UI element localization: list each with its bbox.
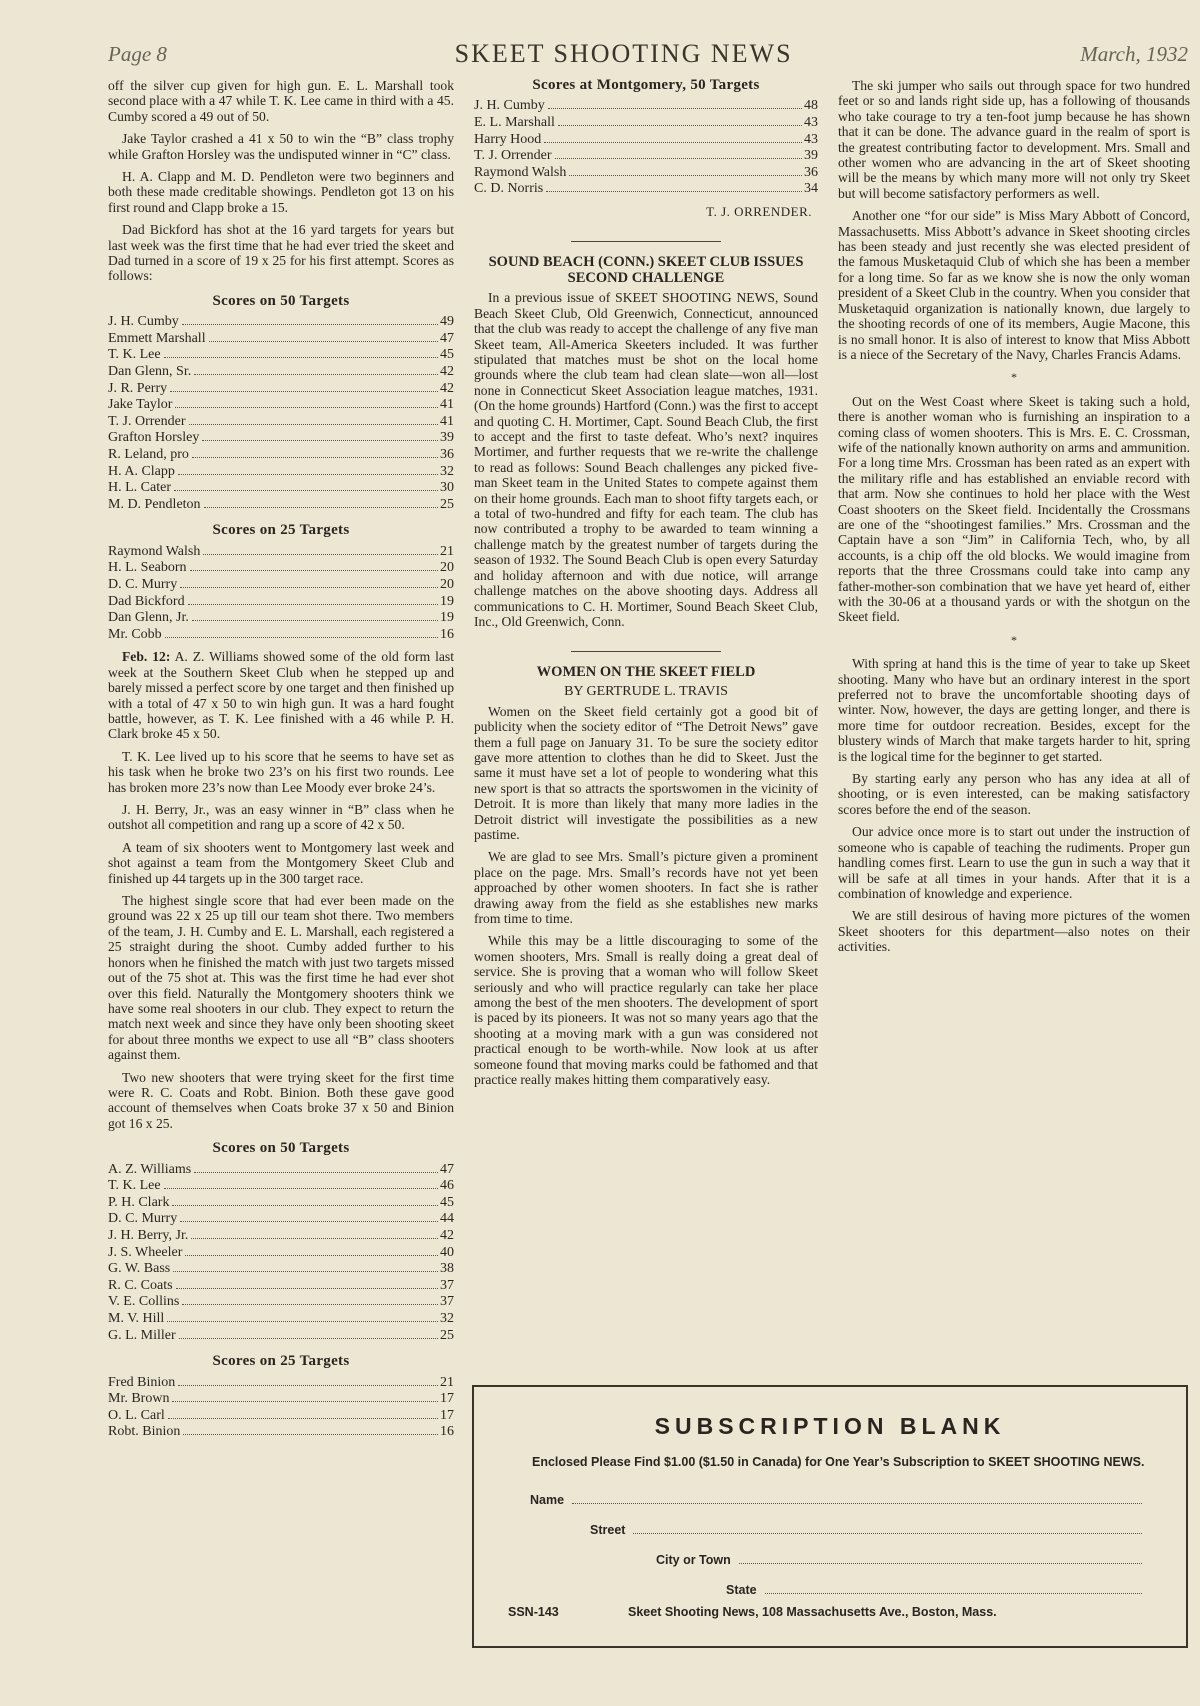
shooter-score: 16 [440,1424,454,1440]
shooter-score: 42 [440,1227,454,1243]
date-lead: Feb. 12: [122,649,171,665]
shooter-score: 45 [440,1194,454,1210]
shooter-name: P. H. Clark [108,1194,170,1210]
mailing-address: Skeet Shooting News, 108 Massachusetts Ave., Boston, Mass. [628,1605,997,1619]
shooter-name: Robt. Binion [108,1424,181,1440]
score-row [108,1211,454,1228]
name-label: Name [530,1493,565,1507]
leader-dots [203,554,438,555]
leader-dots [178,474,438,475]
leader-dots [209,341,438,342]
leader-dots [546,191,802,192]
score-row [108,1328,454,1345]
leader-dots [170,391,438,392]
leader-dots [164,357,438,358]
score-row [474,115,818,132]
form-code: SSN-143 [508,1605,559,1619]
shooter-name: Dan Glenn, Jr. [108,610,189,626]
shooter-score: 44 [440,1211,454,1227]
issue-date: March, 1932 [1080,41,1188,66]
score-row [474,165,818,182]
score-row [108,1391,454,1408]
shooter-score: 19 [440,610,454,626]
leader-dots [194,1172,438,1173]
leader-dots [173,1271,438,1272]
score-row [108,1375,454,1392]
leader-dots [558,125,802,126]
shooter-name: J. R. Perry [108,380,168,396]
section-star: * [1011,632,1017,647]
score-list [108,1375,454,1441]
street-line[interactable] [633,1523,1142,1534]
score-row [108,1245,454,1262]
paragraph: H. A. Clapp and M. D. Pendleton were two beginners and both these made creditable showings. Pendleton got 13 on his first round and Clapp broke a 15. [108,169,454,215]
street-label: Street [590,1523,626,1537]
name-line[interactable] [572,1493,1142,1504]
score-row [108,430,454,447]
publication-title: SKEET SHOOTING NEWS [454,39,793,68]
shooter-name: G. L. Miller [108,1327,176,1343]
shooter-name: Dad Bickford [108,593,185,609]
score-list [108,1162,454,1345]
shooter-score: 20 [440,560,454,576]
score-row [108,1162,454,1179]
leader-dots [555,158,803,159]
leader-dots [569,175,802,176]
leader-dots [188,604,438,605]
paragraph: Dad Bickford has shot at the 16 yard targets for years but last week was the first time that he had ever tried the skeet and Dad turned in a score of 19 x 25 for his first attempt. Scores as follows: [108,222,454,284]
subscription-enclosed-text: Enclosed Please Find $1.00 ($1.50 in Canada) for One Year’s Subscription to SKEET SHOOTING NEWS. [532,1455,1145,1469]
score-row [108,1424,454,1441]
score-row [108,1278,454,1295]
city-line[interactable] [739,1553,1142,1564]
shooter-score: 25 [440,496,454,512]
scores-heading: Scores on 50 Targets [212,292,350,309]
city-label: City or Town [656,1553,731,1567]
shooter-score: 48 [804,98,818,114]
shooter-score: 47 [440,1161,454,1177]
score-row [108,594,454,611]
leader-dots [179,1338,438,1339]
paragraph: off the silver cup given for high gun. E. L. Marshall took second place with a 47 while T. K. Lee came in third with a 45. Cumby scored a 49 out of 50. [108,78,454,124]
score-row [108,497,454,514]
score-row [108,1178,454,1195]
shooter-score: 40 [440,1244,454,1260]
paragraph: Another one “for our side” is Miss Mary Abbott of Concord, Massachusetts. Miss Abbott’s advance in Skeet shooting circles has been steady and just recently she was elected president of the famous Musketaquid Club of which she has been a member for a long time. So far as we know she is now the only woman president of a Skeet Club in the country. When you consider that Musketaquid organization is nationally known, due largely to the shooting records of one of its members, Augie Macone, this is no small honor. It is also of interest to know that Miss Abbott is a niece of the Secretary of the Navy, Charles Francis Adams. [838,208,1190,362]
shooter-score: 37 [440,1277,454,1293]
shooter-name: J. S. Wheeler [108,1244,183,1260]
shooter-score: 21 [440,543,454,559]
paragraph: The ski jumper who sails out through space for two hundred feet or so and lands right side up, has a following of thousands who take courage to try a ten-foot jump because he has shown that it can be done. The advance guard in the realm of sport is the greatest contributing factor to development. Mrs. Small and other women who are advancing in the art of Skeet shooting will be the means by which many more will not only try Skeet but will become satisfactory performers as well. [838,78,1190,201]
score-row [108,347,454,364]
score-row [108,610,454,627]
shooter-name: Mr. Brown [108,1391,170,1407]
score-row [108,627,454,644]
leader-dots [180,1221,438,1222]
leader-dots [164,1188,438,1189]
shooter-score: 39 [804,148,818,164]
shooter-score: 16 [440,626,454,642]
leader-dots [192,457,438,458]
shooter-score: 41 [440,413,454,429]
paragraph: A team of six shooters went to Montgomery last week and shot against a team from the Montgomery Skeet Club and finished up 44 targets up in the 300 target race. [108,839,454,886]
leader-dots [185,1255,438,1256]
shooter-name: T. J. Orrender [108,413,186,429]
leader-dots [180,587,438,588]
shooter-score: 45 [440,347,454,363]
shooter-score: 30 [440,480,454,496]
leader-dots [182,1304,438,1305]
score-row [474,148,818,165]
shooter-name: T. J. Orrender [474,148,552,164]
shooter-name: C. D. Norris [474,181,544,197]
shooter-name: M. D. Pendleton [108,496,201,512]
leader-dots [178,1385,438,1386]
paragraph: Our advice once more is to start out under the instruction of someone who is capable of teaching the rudiments. Proper gun handling comes first. Learn to use the gun in such a way that it will be safe at all times in your hands. After that it is a combination of knowledge and experience. [838,824,1190,901]
leader-dots [168,1418,438,1419]
leader-dots [182,324,438,325]
shooter-score: 19 [440,593,454,609]
section-star: * [1011,370,1017,385]
paragraph-text: A. Z. Williams showed some of the old form last week at the Southern Skeet Club when he stepped up and barely missed a perfect score by one target and then finished up with a total of 47 x 50 to win high gun. It was a hard fought battle, however, as T. K. Lee finished with a 46 while P. H. Clark broke 45 x 50. [108,649,454,742]
shooter-score: 32 [440,463,454,479]
score-row [108,414,454,431]
leader-dots [189,424,439,425]
shooter-score: 36 [440,447,454,463]
shooter-score: 17 [440,1407,454,1423]
shooter-name: T. K. Lee [108,1178,161,1194]
leader-dots [165,637,438,638]
score-row [108,480,454,497]
shooter-score: 46 [440,1178,454,1194]
shooter-score: 32 [440,1310,454,1326]
shooter-score: 36 [804,164,818,180]
shooter-score: 41 [440,397,454,413]
shooter-name: Emmett Marshall [108,330,206,346]
score-row [108,331,454,348]
shooter-name: Harry Hood [474,131,542,147]
shooter-score: 38 [440,1261,454,1277]
paragraph: J. H. Berry, Jr., was an easy winner in “B” class when he outshot all competition and rang up a score of 42 x 50. [108,802,454,833]
shooter-name: D. C. Murry [108,1211,178,1227]
shooter-score: 21 [440,1374,454,1390]
shooter-score: 43 [804,115,818,130]
author-signature: T. J. ORRENDER. [706,203,812,219]
score-list [108,314,454,513]
score-row [108,397,454,414]
page-number: Page 8 [108,41,167,66]
leader-dots [176,1288,438,1289]
shooter-name: J. H. Cumby [108,314,179,330]
shooter-name: M. V. Hill [108,1310,165,1326]
score-row [108,1408,454,1425]
scores-heading: Scores on 25 Targets [212,1353,350,1370]
score-row [108,314,454,331]
score-row [108,1228,454,1245]
score-row [108,1195,454,1212]
paragraph: Two new shooters that were trying skeet for the first time were R. C. Coats and Robt. Binion. Both these gave good account of themselves when Coats broke 37 x 50 and Binion got 16 x 25. [108,1069,454,1131]
score-list [474,98,818,198]
shooter-name: D. C. Murry [108,577,178,592]
shooter-name: Raymond Walsh [474,164,567,180]
score-row [108,560,454,577]
leader-dots [544,142,802,143]
paragraph: Out on the West Coast where Skeet is taking such a hold, there is another woman who is furnishing an inspiration to a coming class of women shooters. This is Mrs. E. C. Crossman, wife of the nationally known authority on arms and ammunition. For a long time Mrs. Crossman has been rated as an expert with the military rifle and has established an enviable record with that arm. Now she continues to hold her place with the West Coast shooters on the Skeet field. Incidentally the Crossmans are one of the “shootingest families.” Mrs. Crossman and the Captain have a son “Jim” in California Tech, who, by all accounts, is a chip off the old blocks. We would imagine from reports that the three Crossmans could take into camp any father-mother-son combination that we have yet heard of, either with the 30-06 at a thousand yards or with the shotgun on the Skeet field. [838,393,1190,625]
subscription-title: SUBSCRIPTION BLANK [654,1413,1006,1439]
state-line[interactable] [765,1583,1142,1594]
score-row [108,544,454,561]
state-label: State [726,1583,757,1597]
leader-dots [202,440,438,441]
shooter-name: H. A. Clapp [108,463,175,479]
shooter-name: J. H. Berry, Jr. [108,1227,189,1243]
column-3 [838,78,1190,962]
score-row [108,577,454,594]
subscription-footer [508,1605,1156,1619]
shooter-score: 20 [440,577,454,592]
shooter-name: T. K. Lee [108,347,161,363]
shooter-score: 37 [440,1294,454,1310]
shooter-name: O. L. Carl [108,1407,165,1423]
paragraph [108,649,454,741]
leader-dots [192,620,438,621]
shooter-score: 17 [440,1391,454,1407]
leader-dots [172,1401,438,1402]
leader-dots [172,1205,438,1206]
name-field[interactable] [530,1493,1142,1507]
paragraph: With spring at hand this is the time of year to take up Skeet shooting. Many who have but an ordinary interest in the sport preferred not to brave the uncomfortable shooting days of winter. Now, however, the days are getting longer, and there is more time for outdoor recreation. Besides, except for the blustery winds of March that make targets harder to hit, spring is the logical time for the beginner to get started. [838,656,1190,764]
score-row [108,1294,454,1311]
leader-dots [183,1434,438,1435]
leader-dots [190,570,438,571]
page-header [108,36,1188,72]
street-field[interactable] [590,1523,1142,1537]
score-row [474,132,818,149]
paragraph: In a previous issue of SKEET SHOOTING NEWS, Sound Beach Skeet Club, Old Greenwich, Connecticut, announced that the club was ready to accept the challenge of any five man Skeet team, All-America Skeeters included. It was further stipulated that matches must be shot on the local home grounds where the club team had clean slate—won all—lost none in Connecticut Skeet Association league matches, 1931. (On the home grounds) Hartford (Conn.) was the first to accept and quoting C. H. Mortimer, Capt. Sound Beach Club, the first to accept and the first to taste defeat. Who’s next? inquires Mortimer, and further requests that we re-write the challenge to read as follows: Sound Beach challenges any picked five-man Skeet team in the United States to compete against them on their home grounds. Each man to shoot fifty targets each, or a total of two-hundred and fifty for each team. The club has now contributed a trophy to be awarded to team winning a challenge match by the greatest number of targets during the season of 1932. The Sound Beach Club is open every Saturday and holiday afternoon and with due notice, will arrange challenge matches on the above shooting days. Address all communications to C. H. Mortimer, Sound Beach Skeet Club, Inc., Old Greenwich, Conn. [474,290,818,629]
leader-dots [191,1238,438,1239]
shooter-name: R. C. Coats [108,1277,173,1293]
paragraph: Women on the Skeet field certainly got a good bit of publicity when the society editor of “The Detroit News” gave them a full page on January 31. To be sure the society editor gave more attention to clothes than he did to Skeet. Just the same it must have set a lot of people to wondering what this new sport is that so attracts the sportswomen in the vicinity of Detroit. It is more than likely that many more ladies in the Detroit district will investigate the possibilities as a new pastime. [474,703,818,842]
shooter-name: J. H. Cumby [474,98,545,114]
shooter-name: H. L. Cater [108,480,171,496]
shooter-name: Raymond Walsh [108,543,201,559]
shooter-name: Grafton Horsley [108,430,200,446]
paragraph: We are glad to see Mrs. Small’s picture given a prominent place on the page. Mrs. Small’s records have not yet been approached by other women shooters. In fact she is rather drawing away from the field as she establishes new marks from time to time. [474,849,818,926]
article-title: WOMEN ON THE SKEET FIELD [536,664,756,681]
subscription-form [472,1385,1188,1648]
shooter-name: V. E. Collins [108,1294,180,1310]
state-field[interactable] [726,1583,1142,1597]
leader-dots [548,108,802,109]
score-row [108,464,454,481]
shooter-name: Jake Taylor [108,397,173,413]
shooter-score: 25 [440,1327,454,1343]
paragraph: While this may be a little discouraging to some of the women shooters, Mrs. Small is really doing a great deal of service. She is proving that a woman who will follow Skeet seriously and who will practice regularly can take her place among the best of the men shooters. The development of sport is paced by its pioneers. It was not so many years ago that the shooting at a moving mark with a gun was considered not practical enough to be worth-while. Now look at us after someone found that moving marks could be fathomed and that practice really makes hitting them comparatively easy. [474,933,818,1088]
shooter-name: G. W. Bass [108,1261,171,1277]
shooter-name: Mr. Cobb [108,626,162,642]
score-row [108,364,454,381]
shooter-name: A. Z. Williams [108,1161,192,1177]
shooter-name: E. L. Marshall [474,115,555,130]
scores-heading: Scores on 25 Targets [212,522,350,539]
shooter-score: 49 [440,314,454,330]
shooter-name: R. Leland, pro [108,447,189,463]
score-row [108,1311,454,1328]
score-row [108,381,454,398]
scores-heading: Scores at Montgomery, 50 Targets [532,77,760,93]
shooter-name: Fred Binion [108,1374,176,1390]
city-field[interactable] [656,1553,1142,1567]
leader-dots [204,507,438,508]
article-byline: BY GERTRUDE L. TRAVIS [564,684,728,700]
shooter-score: 42 [440,380,454,396]
paragraph: By starting early any person who has any idea at all of shooting, or is even interested, can be making satisfactory scores before the end of the season. [838,771,1190,817]
leader-dots [167,1321,438,1322]
score-row [108,1261,454,1278]
section-divider [571,241,721,242]
shooter-score: 39 [440,430,454,446]
shooter-name: H. L. Seaborn [108,560,187,576]
column-2 [474,78,818,1094]
scores-heading: Scores on 50 Targets [212,1140,350,1157]
shooter-score: 34 [804,181,818,197]
score-row [108,447,454,464]
article-title: SOUND BEACH (CONN.) SKEET CLUB ISSUES SECOND CHALLENGE [488,254,804,287]
leader-dots [175,407,438,408]
paragraph: Jake Taylor crashed a 41 x 50 to win the “B” class trophy while Grafton Horsley was the undisputed winner in “C” class. [108,131,454,162]
shooter-name: Dan Glenn, Sr. [108,364,192,380]
paragraph: We are still desirous of having more pictures of the women Skeet shooters for this department—also notes on their activities. [838,908,1190,955]
column-1 [108,78,454,1447]
shooter-score: 42 [440,364,454,380]
score-row [474,98,818,115]
score-row [474,181,818,198]
paragraph: T. K. Lee lived up to his score that he seems to have set as his task when he broke two 23’s on his first two rounds. Lee has broken more 23’s now than Lee Moody ever broke 24’s. [108,748,454,795]
leader-dots [174,490,438,491]
leader-dots [194,374,438,375]
shooter-score: 47 [440,330,454,346]
section-divider [571,651,721,652]
score-list [108,544,454,644]
shooter-score: 43 [804,131,818,147]
paragraph: The highest single score that had ever been made on the ground was 22 x 25 up till our team shot there. Two members of the team, J. H. Cumby and E. L. Marshall, each registered a 25 straight during the shoot. Cumby added further to his honors when he finished the match with just two targets missed out of the 75 shot at. This was the first time he had ever shot over this field. Naturally the Montgomery shooters think we have some real shooters in our club. They expect to return the match next week and since they have only been shooting skeet for about three months we expect to use all “B” class shooters against them. [108,893,454,1063]
